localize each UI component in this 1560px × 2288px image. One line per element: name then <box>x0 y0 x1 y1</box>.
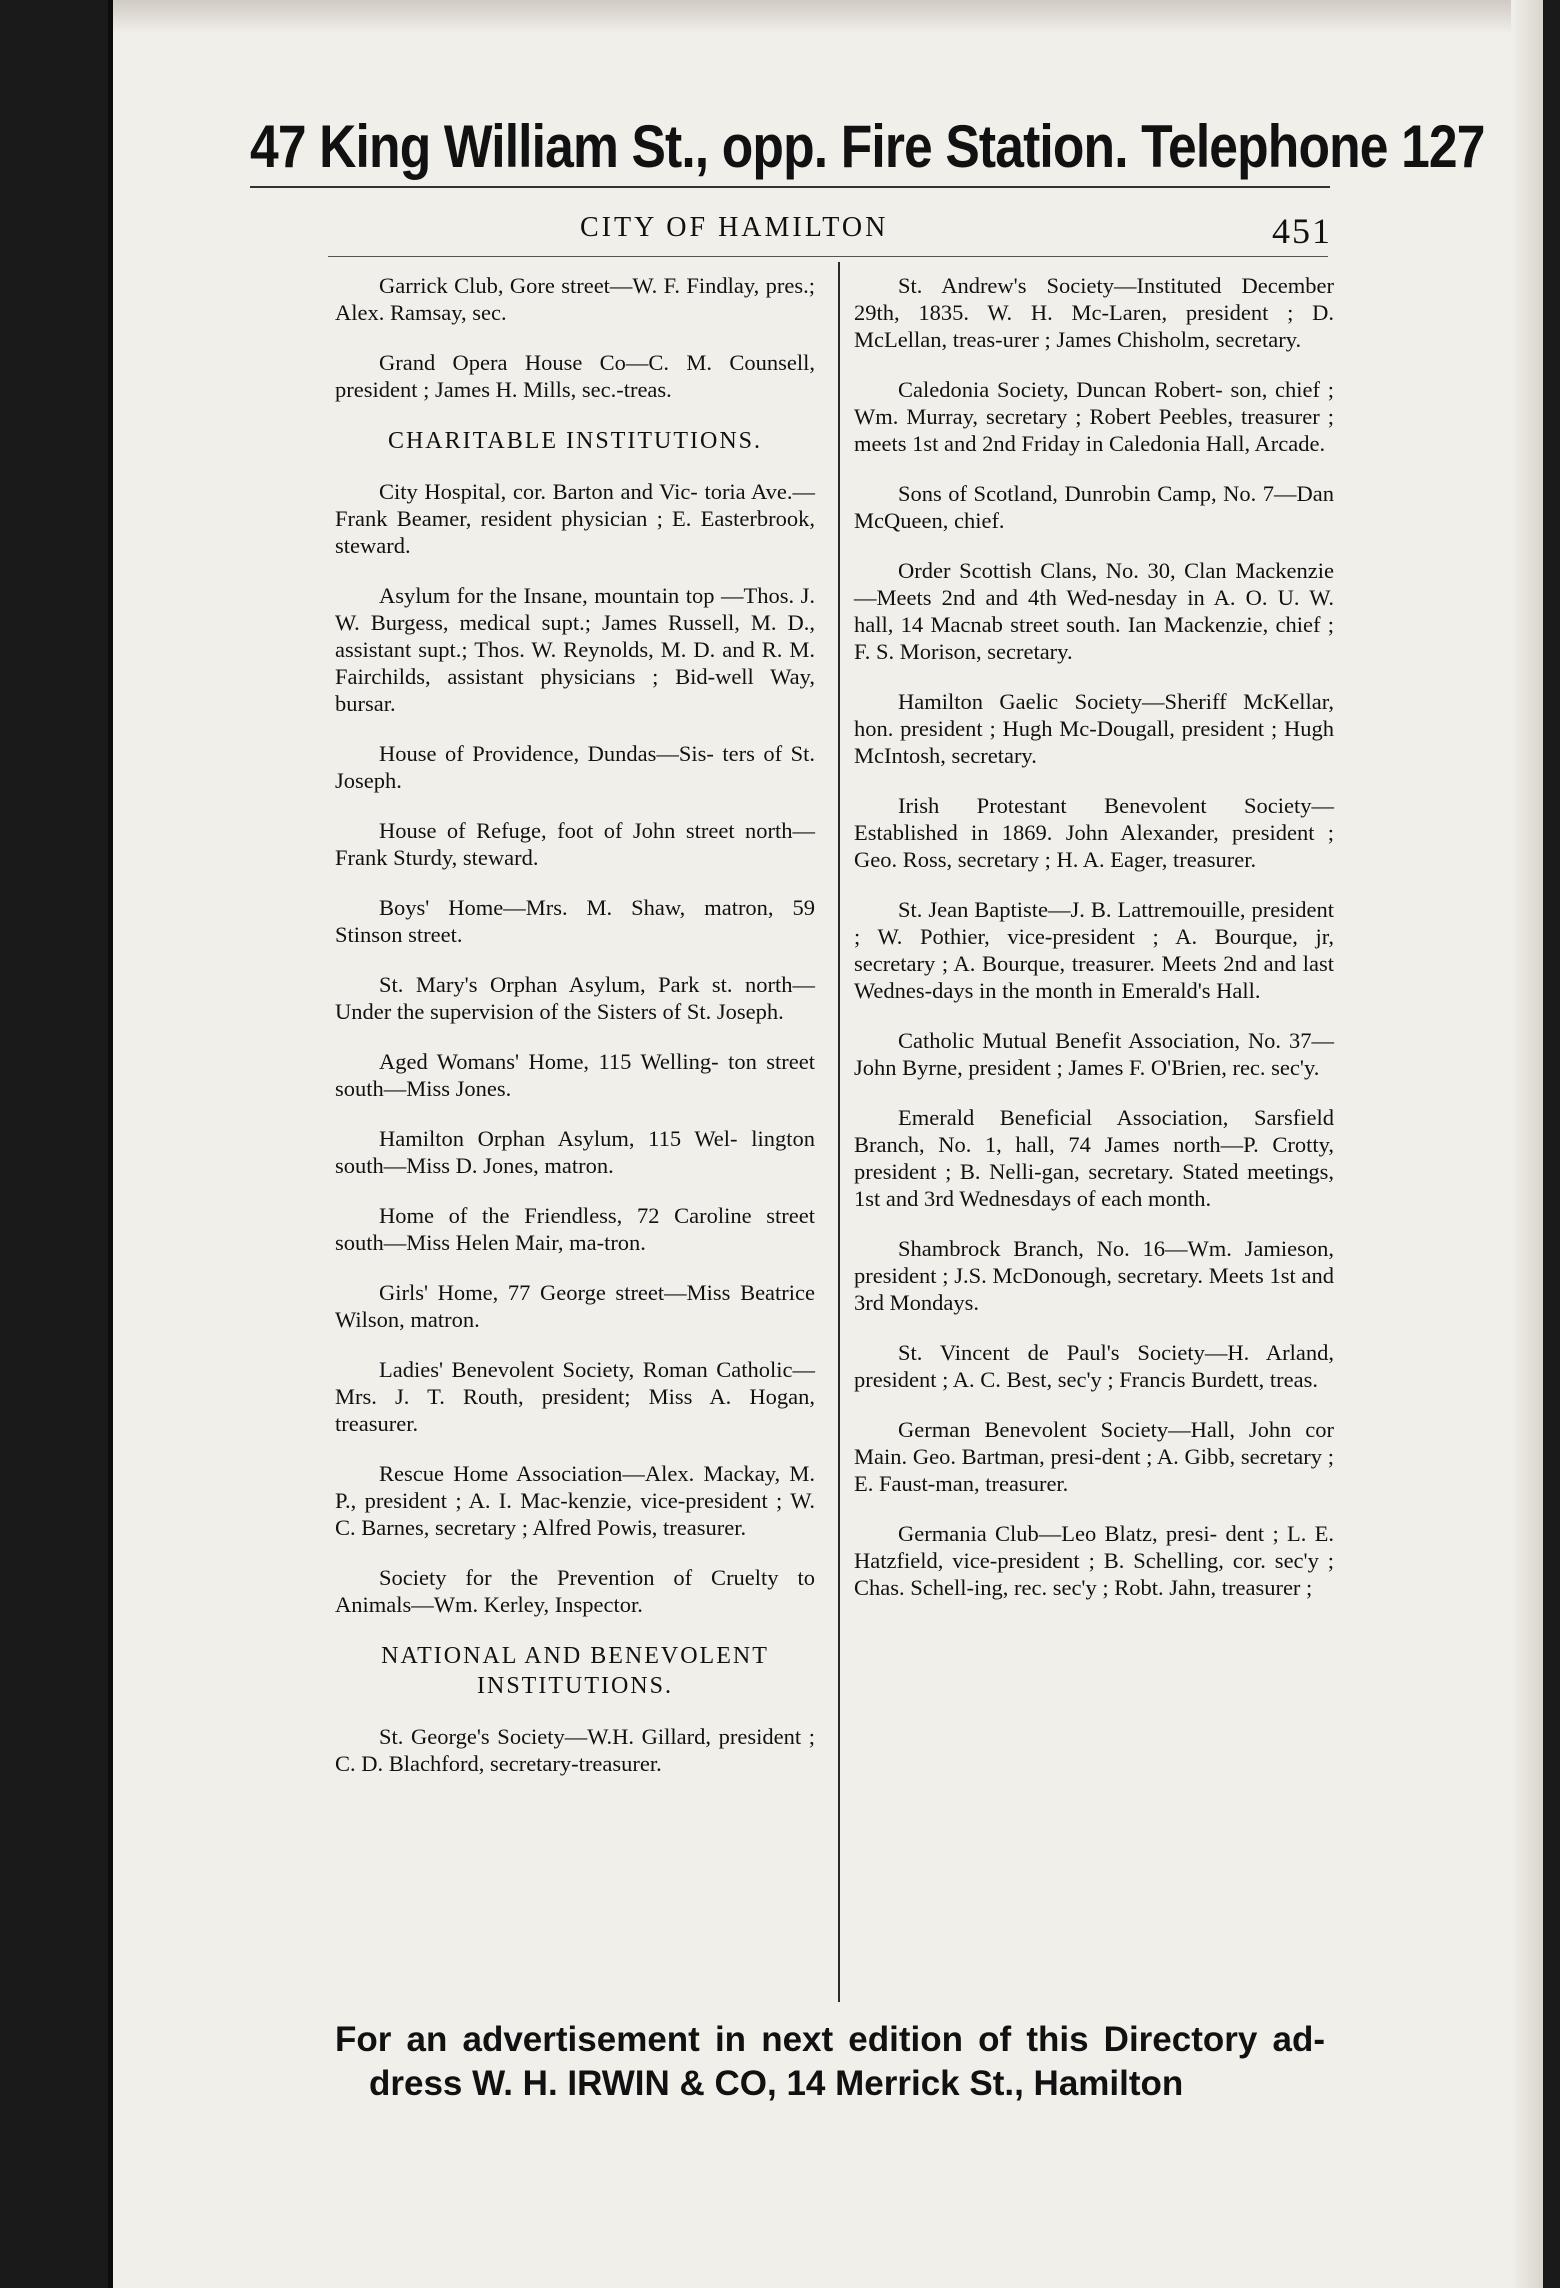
entry-lead: Sons of Scotland, Dunrobin Camp, <box>898 481 1217 506</box>
entry-lead: Girls' Home, 77 George street—Miss <box>379 1280 731 1305</box>
footer-line-2: dress W. H. IRWIN & CO, 14 Merrick St., Hamilton <box>369 2064 1184 2103</box>
entry-lead: Boys' Home—Mrs. M. Shaw, matron, <box>379 895 774 920</box>
directory-entry <box>335 1202 815 1256</box>
directory-entry <box>854 1104 1334 1212</box>
entry-lead: German Benevolent Society—Hall, <box>898 1417 1236 1442</box>
entry-details: president ; C. D. Blachford, secretary-treasurer. <box>335 1724 815 1776</box>
entry-details: Mackenzie—Meets 2nd and 4th Wed-nesday in A. O. U. W. hall, 14 Macnab street south. Ian Mackenzie, chief ; F. S. Morison, secretary. <box>854 558 1335 664</box>
entry-lead: City Hospital, cor. Barton and Vic- <box>379 479 698 504</box>
directory-entry <box>854 272 1334 353</box>
entry-lead: Emerald Beneficial Association, <box>898 1105 1229 1130</box>
entry-details: street south—Miss Helen Mair, ma-tron. <box>335 1203 816 1255</box>
footer-advertisement <box>335 2018 1325 2106</box>
directory-entry <box>854 792 1334 873</box>
entry-details: north—Frank Sturdy, steward. <box>335 818 815 870</box>
directory-entry <box>335 1723 815 1777</box>
directory-entry <box>335 1460 815 1541</box>
directory-entry <box>854 896 1334 1004</box>
entry-details: McKellar, hon. president ; Hugh Mc-Dougall, president ; Hugh McIntosh, secretary. <box>854 689 1335 768</box>
entry-details: Established in 1869. John Alexander, president ; Geo. Ross, secretary ; H. A. Eager, treasurer. <box>854 820 1334 872</box>
directory-entry <box>335 894 815 948</box>
entry-lead: St. George's Society—W.H. Gillard, <box>379 1724 711 1749</box>
entry-details: Sarsfield Branch, No. 1, hall, 74 James north—P. Crotty, president ; B. Nelli-gan, secretary. Stated meetings, 1st and 3rd Wednesdays of each month. <box>854 1105 1334 1211</box>
entry-details: toria Ave.—Frank Beamer, resident physician ; E. Easterbrook, steward. <box>335 479 815 558</box>
directory-entry <box>335 1048 815 1102</box>
entry-lead: St. Jean Baptiste—J. B. Lattremouille, <box>898 897 1246 922</box>
directory-entry <box>335 740 815 794</box>
entry-details: president ; W. Pothier, vice-president ; A. Bourque, jr, secretary ; A. Bourque, treasurer. Meets 2nd and last Wednes-days in the month in Emerald's Hall. <box>854 897 1335 1003</box>
entry-details: ters of St. Joseph. <box>335 741 816 793</box>
entry-lead: St. Mary's Orphan Asylum, Park st. <box>379 972 733 997</box>
entry-lead: St. Vincent de Paul's Society—H. <box>898 1340 1250 1365</box>
directory-entry <box>854 376 1334 457</box>
running-head: CITY OF HAMILTON <box>580 212 889 243</box>
entry-details: north—Under the supervision of the Sisters of St. Joseph. <box>335 972 815 1024</box>
entry-lead: Aged Womans' Home, 115 Welling- <box>379 1049 719 1074</box>
directory-entry <box>335 1125 815 1179</box>
entry-details: Jamieson, president ; J.S. McDonough, secretary. Meets 1st and 3rd Mondays. <box>854 1236 1334 1315</box>
entry-lead: Shambrock Branch, No. 16—Wm. <box>898 1236 1232 1261</box>
directory-entry <box>854 480 1334 534</box>
entry-details: Counsell, president ; James H. Mills, sec.-treas. <box>335 350 815 402</box>
entry-lead: Irish Protestant Benevolent Society— <box>898 793 1334 818</box>
entry-lead: Caledonia Society, Duncan Robert- <box>898 377 1223 402</box>
directory-entry <box>854 1339 1334 1393</box>
left-entries-charitable <box>335 478 815 1618</box>
entry-details: Catholic—Mrs. J. T. Routh, president; Miss A. Hogan, treasurer. <box>335 1357 815 1436</box>
running-head-rule <box>328 256 1328 257</box>
directory-entry <box>335 971 815 1025</box>
directory-entry <box>854 1235 1334 1316</box>
right-entries <box>854 272 1334 1601</box>
entry-lead: St. Andrew's Society—Instituted <box>898 273 1222 298</box>
entry-lead: Society for the Prevention of Cruelty <box>379 1565 779 1590</box>
page-top-edge <box>113 0 1543 34</box>
right-column <box>854 272 1334 1624</box>
footer-line-1: For an advertisement in next edition of this Directory ad- <box>335 2020 1325 2059</box>
entry-details: December 29th, 1835. W. H. Mc-Laren, president ; D. McLellan, treas-urer ; James Chisholm, secretary. <box>854 273 1334 352</box>
entry-details: Beatrice Wilson, matron. <box>335 1280 816 1332</box>
entry-details: Arland, president ; A. C. Best, sec'y ; Francis Burdett, treas. <box>854 1340 1334 1392</box>
entry-details: No. 7—Dan McQueen, chief. <box>854 481 1335 533</box>
directory-entry <box>335 582 815 717</box>
entry-lead: Germania Club—Leo Blatz, presi- <box>898 1521 1218 1546</box>
entry-lead: Asylum for the Insane, mountain top <box>379 583 715 608</box>
entry-details: John cor Main. Geo. Bartman, presi-dent ; A. Gibb, secretary ; E. Faust-man, treasurer. <box>854 1417 1334 1496</box>
directory-entry <box>854 688 1334 769</box>
entry-details: No. 37—John Byrne, president ; James F. O'Brien, rec. sec'y. <box>854 1028 1335 1080</box>
entry-details: Findlay, pres.; Alex. Ramsay, sec. <box>335 273 816 325</box>
entry-lead: Grand Opera House Co—C. M. <box>379 350 713 375</box>
directory-entry <box>335 1564 815 1618</box>
column-divider <box>838 262 840 2002</box>
header-rule <box>250 186 1330 188</box>
entry-lead: Catholic Mutual Benefit Association, <box>898 1028 1240 1053</box>
entry-lead: Ladies' Benevolent Society, Roman <box>379 1357 708 1382</box>
entry-lead: House of Providence, Dundas—Sis- <box>379 741 714 766</box>
directory-entry <box>335 1356 815 1437</box>
entry-lead: Rescue Home Association—Alex. <box>379 1461 695 1486</box>
directory-entry <box>854 1416 1334 1497</box>
directory-entry <box>854 1520 1334 1601</box>
directory-entry <box>335 272 815 326</box>
heading-charitable-institutions: CHARITABLE INSTITUTIONS. <box>387 428 763 454</box>
entry-details: ton street south—Miss Jones. <box>335 1049 815 1101</box>
directory-entry <box>335 1279 815 1333</box>
directory-entry <box>335 478 815 559</box>
directory-entry <box>335 817 815 871</box>
entry-details: 59 Stinson street. <box>335 895 815 947</box>
entry-details: dent ; L. E. Hatzfield, vice-president ; B. Schelling, cor. sec'y ; Chas. Schell-ing, rec. sec'y ; Robt. Jahn, treasurer ; <box>854 1521 1335 1600</box>
left-entries-national <box>335 1723 815 1777</box>
page-right-edge <box>1511 0 1543 2288</box>
directory-entry <box>854 1027 1334 1081</box>
left-entries-top <box>335 272 815 403</box>
entry-lead: House of Refuge, foot of John street <box>379 818 735 843</box>
entry-lead: Garrick Club, Gore street—W. F. <box>379 273 680 298</box>
heading-national-benevolent: NATIONAL AND BENEVOLENT INSTITUTIONS. <box>381 1643 769 1699</box>
entry-details: Mackay, M. P., president ; A. I. Mac-kenzie, vice-president ; W. C. Barnes, secretary ; Alfred Powis, treasurer. <box>335 1461 816 1540</box>
directory-entry <box>335 349 815 403</box>
entry-details: —Thos. J. W. Burgess, medical supt.; James Russell, M. D., assistant supt.; Thos. W. Reynolds, M. D. and R. M. Fairchilds, assistant physicians ; Bid-well Way, bursar. <box>335 583 816 716</box>
entry-lead: Order Scottish Clans, No. 30, Clan <box>898 558 1227 583</box>
entry-lead: Hamilton Orphan Asylum, 115 Wel- <box>379 1126 738 1151</box>
entry-details: son, chief ; Wm. Murray, secretary ; Robert Peebles, treasurer ; meets 1st and 2nd Friday in Caledonia Hall, Arcade. <box>854 377 1334 456</box>
entry-details: lington south—Miss D. Jones, matron. <box>335 1126 815 1178</box>
entry-lead: Hamilton Gaelic Society—Sheriff <box>898 689 1227 714</box>
left-column <box>335 272 815 1800</box>
page-number: 451 <box>1272 211 1332 251</box>
entry-details: to Animals—Wm. Kerley, Inspector. <box>335 1565 816 1617</box>
header-advertisement: 47 King William St., opp. Fire Station. Telephone 127 <box>250 113 1485 180</box>
directory-entry <box>854 557 1334 665</box>
entry-lead: Home of the Friendless, 72 Caroline <box>379 1203 752 1228</box>
